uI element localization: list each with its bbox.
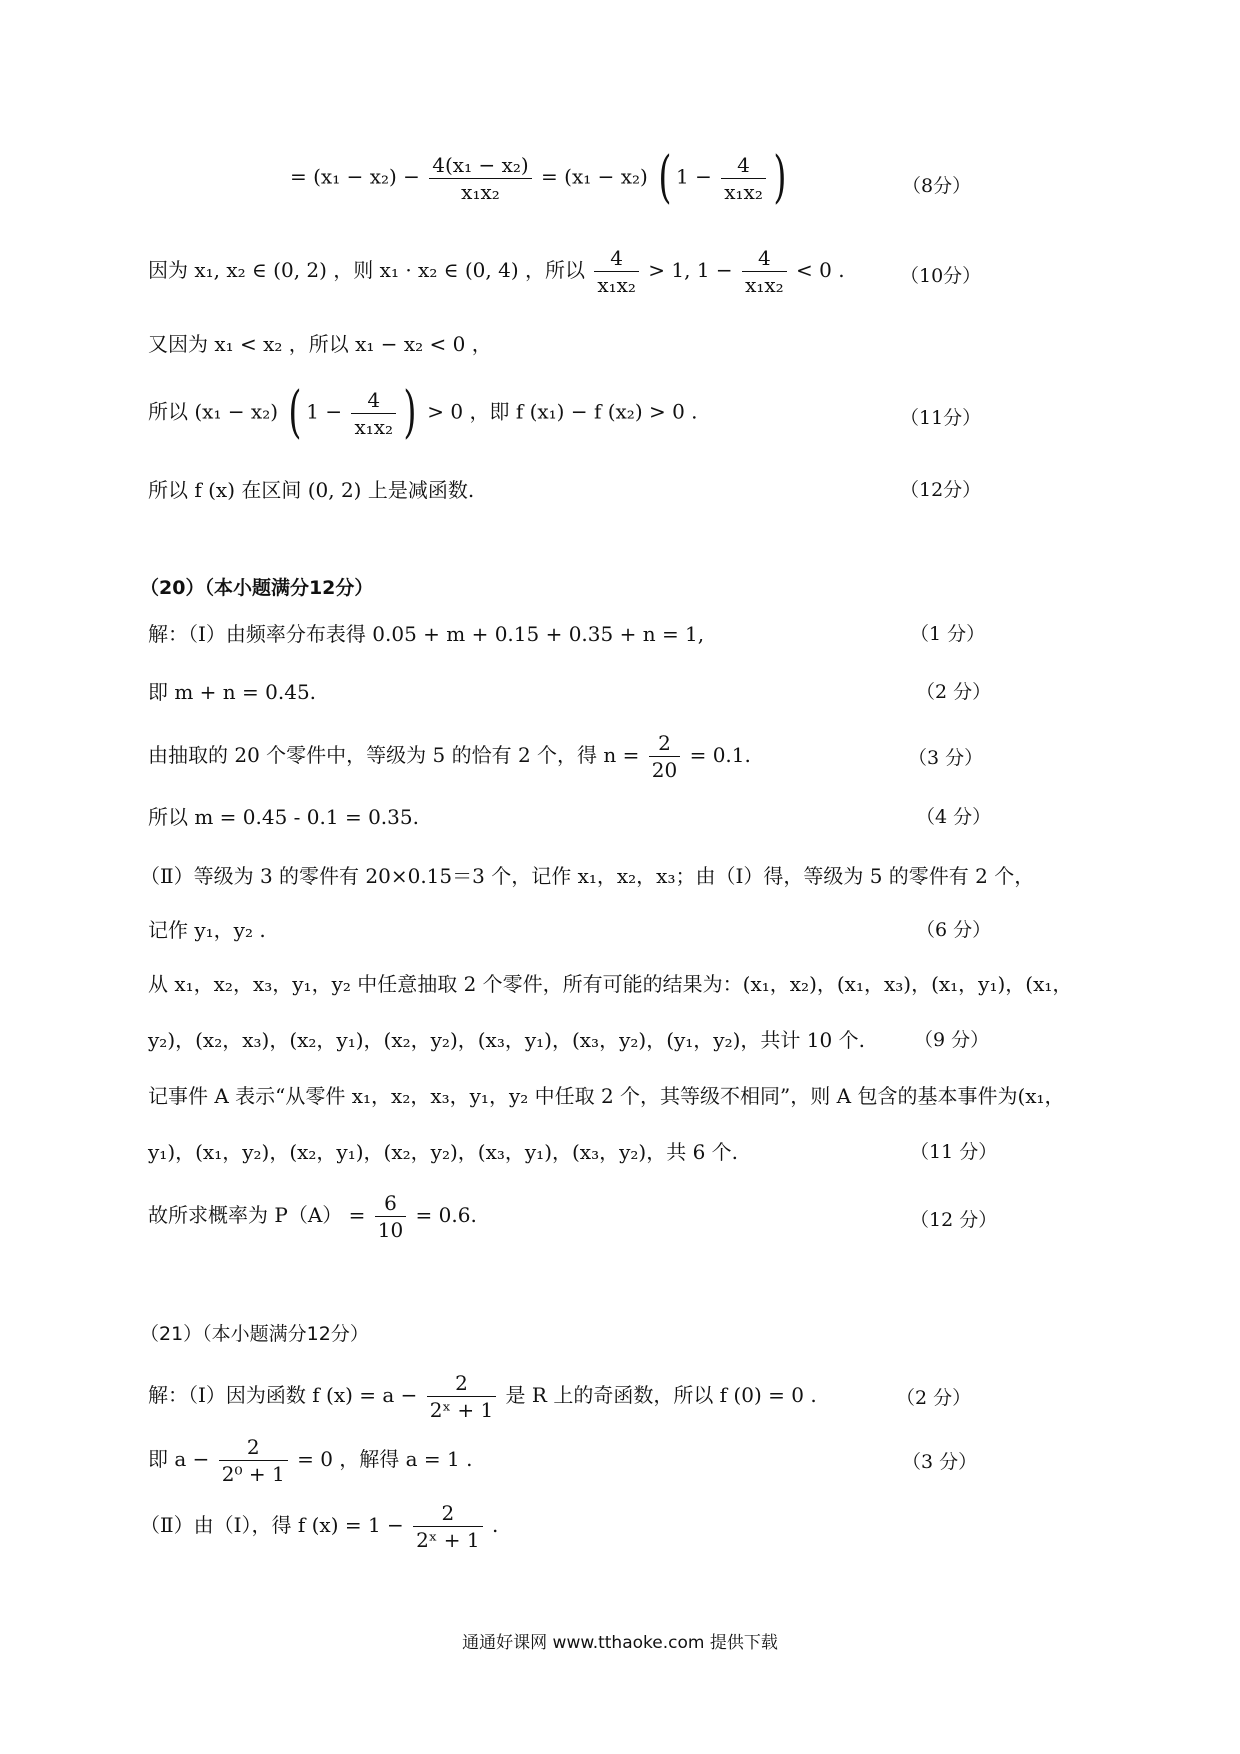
fraction-denominator: x₁x₂ — [461, 179, 500, 204]
line-text: 因为 x₁, x₂ ∈ (0, 2) ，则 x₁ · x₂ ∈ (0, 4) ，所以 — [148, 258, 585, 282]
line-text: 由抽取的 20 个零件中，等级为 5 的恰有 2 个，得 n = — [148, 743, 640, 767]
fraction-denominator: 10 — [377, 1218, 404, 1242]
fraction — [375, 1190, 406, 1243]
line-text: （Ⅱ）由（Ⅰ），得 f (x) = 1 − — [140, 1513, 404, 1537]
score-label: （6 分） — [916, 919, 992, 941]
line-text: 故所求概率为 P（A） = — [148, 1203, 366, 1227]
score-label: （2 分） — [896, 1387, 972, 1409]
score-label: （8分） — [902, 175, 972, 197]
score-label: （12 分） — [910, 1209, 998, 1231]
fraction-denominator: x₁x₂ — [597, 273, 636, 297]
fraction-numerator: 2 — [427, 1370, 496, 1397]
line-text: 即 a − — [148, 1447, 210, 1471]
left-paren: ( — [658, 145, 672, 210]
q21-line-3 — [140, 1500, 1080, 1553]
score-label: （11 分） — [910, 1141, 998, 1163]
score-label: （3 分） — [908, 747, 984, 769]
fraction — [649, 730, 680, 783]
fraction-denominator: x₁x₂ — [724, 179, 763, 204]
line-text: 是 R 上的奇函数，所以 f (0) = 0 . — [505, 1383, 817, 1407]
fraction-denominator: 2ˣ + 1 — [416, 1528, 480, 1552]
fraction-numerator: 4 — [594, 245, 639, 272]
text-line: （Ⅱ）等级为 3 的零件有 20×0.15＝3 个，记作 x₁，x₂，x₃；由（Ⅰ）得，等级为 5 的零件有 2 个， — [140, 864, 1035, 888]
fraction — [721, 152, 766, 205]
fraction-numerator: 4 — [351, 387, 396, 414]
fraction-denominator: x₁x₂ — [354, 414, 394, 439]
fraction-numerator: 2 — [413, 1500, 482, 1527]
section-heading: （20）（本小题满分12分） — [140, 577, 374, 599]
line-text: 1 − — [306, 399, 343, 424]
line-text: < 0 . — [796, 258, 845, 282]
score-label: （4 分） — [916, 806, 992, 828]
right-paren: ) — [403, 380, 417, 445]
footer-text: 通通好课网 www.tthaoke.com 提供下载 — [462, 1633, 778, 1653]
fraction — [427, 1370, 496, 1423]
text-line: 记事件 A 表示“从零件 x₁，x₂，x₃，y₁，y₂ 中任取 2 个，其等级不相同”，则 A 包含的基本事件为(x₁， — [148, 1084, 1065, 1108]
score-label: （1 分） — [910, 623, 986, 645]
score-label: （11分） — [900, 407, 982, 429]
fraction-numerator: 2 — [649, 730, 680, 757]
fraction-numerator: 2 — [219, 1434, 288, 1461]
fraction — [413, 1500, 482, 1553]
fraction-numerator: 4 — [721, 152, 766, 179]
line-text: = 0.1. — [689, 743, 751, 767]
eq-text: = (x₁ − x₂) − — [290, 164, 420, 189]
eq-text: 1 − — [676, 164, 712, 189]
line-text: . — [491, 1513, 499, 1537]
line-text: 解：（Ⅰ）因为函数 f (x) = a − — [148, 1383, 418, 1407]
line-text: = 0 ，解得 a = 1 . — [297, 1447, 473, 1471]
left-paren: ( — [288, 380, 302, 445]
fraction-numerator: 6 — [375, 1190, 406, 1217]
line-text: = 0.6. — [415, 1203, 477, 1227]
fraction-denominator: x₁x₂ — [745, 273, 784, 297]
text-line: 又因为 x₁ < x₂ ，所以 x₁ − x₂ < 0 ， — [148, 332, 492, 356]
fraction — [219, 1434, 288, 1487]
text-line: 从 x₁，x₂，x₃，y₁，y₂ 中任意抽取 2 个零件，所有可能的结果为：(x₁，x₂)，(x₁，x₃)，(x₁，y₁)，(x₁， — [148, 972, 1073, 996]
fraction — [429, 152, 531, 205]
score-label: （12分） — [900, 479, 982, 501]
text-line: 解：（Ⅰ）由频率分布表得 0.05 + m + 0.15 + 0.35 + n = 1, — [148, 622, 705, 646]
equation-line-8 — [290, 145, 1230, 210]
fraction — [742, 245, 787, 298]
fraction-denominator: 2⁰ + 1 — [221, 1462, 285, 1486]
line-text: > 0 ，即 f (x₁) − f (x₂) > 0 . — [427, 399, 698, 424]
score-label: （10分） — [900, 265, 982, 287]
score-label: （3 分） — [902, 1451, 978, 1473]
text-line: y₁)，(x₁，y₂)，(x₂，y₁)，(x₂，y₂)，(x₃，y₁)，(x₃，y₂)，共 6 个. — [148, 1140, 739, 1164]
fraction-denominator: 2ˣ + 1 — [429, 1398, 494, 1422]
fraction — [594, 245, 639, 298]
right-paren: ) — [773, 145, 787, 210]
text-line: 记作 y₁，y₂ . — [148, 918, 266, 942]
text-line: 即 m + n = 0.45. — [148, 680, 317, 704]
text-line: 所以 f (x) 在区间 (0, 2) 上是减函数. — [148, 478, 475, 502]
score-label: （9 分） — [914, 1029, 990, 1051]
eq-text: = (x₁ − x₂) — [541, 164, 648, 189]
line-text: 所以 (x₁ − x₂) — [148, 399, 279, 424]
fraction-denominator: 20 — [651, 758, 678, 782]
fraction-numerator: 4 — [742, 245, 787, 272]
line-text: > 1, 1 − — [648, 258, 733, 282]
text-line: 所以 m = 0.45 - 0.1 = 0.35. — [148, 805, 419, 829]
text-line: y₂)，(x₂，x₃)，(x₂，y₁)，(x₂，y₂)，(x₃，y₁)，(x₃，y₂)，(y₁，y₂)，共计 10 个. — [148, 1028, 865, 1052]
section-heading: （21）（本小题满分12分） — [140, 1323, 369, 1345]
fraction-numerator: 4(x₁ − x₂) — [429, 152, 531, 179]
score-label: （2 分） — [916, 681, 992, 703]
fraction — [351, 387, 396, 440]
